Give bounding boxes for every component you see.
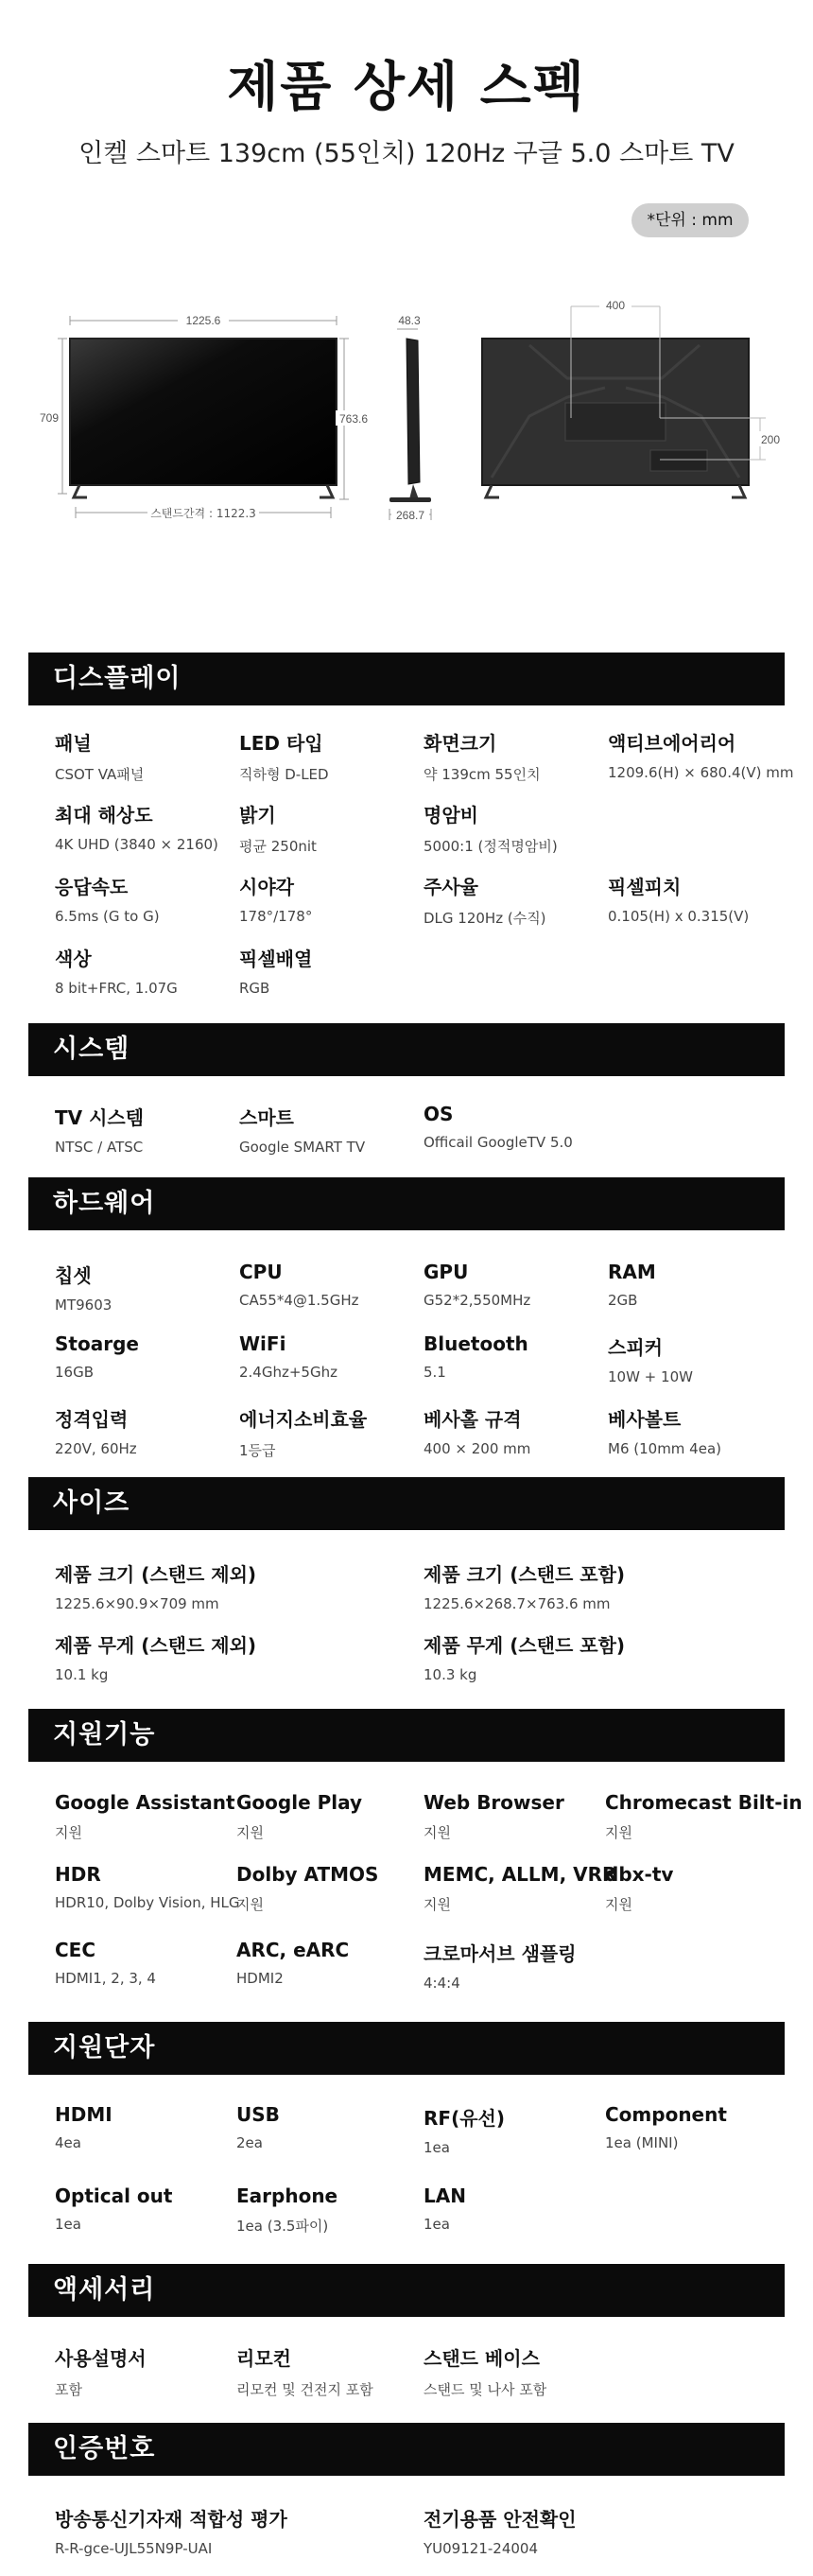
section-size-header [28,1477,785,1530]
spec-item [424,1939,577,1992]
spec-item [55,1863,240,1911]
spec-value: 10.1 kg [55,1666,109,1683]
section-title: 지원단자 [53,2033,156,2063]
spec-label: OS [424,1103,454,1125]
spec-item [239,728,329,784]
spec-label: 사용설명서 [55,2347,147,2370]
stand-gap-label: 스탠드간격 : 1122.3 [150,507,256,520]
spec-item [236,1863,378,1914]
spec-label: 방송통신기자재 적합성 평가 [55,2508,287,2531]
section-title: 인증번호 [53,2434,156,2463]
spec-value: 4:4:4 [424,1975,460,1992]
spec-item [55,1332,139,1381]
spec-value: HDMI1, 2, 3, 4 [55,1970,156,1987]
spec-value: 1ea (3.5파이) [236,2218,329,2235]
spec-item [55,2343,147,2399]
spec-item [424,2343,546,2399]
section-features-header [28,1709,785,1762]
spec-item [424,728,541,784]
spec-label: Chromecast Bilt-in [605,1791,803,1814]
spec-item [236,2343,373,2399]
spec-label: 색상 [55,948,92,970]
spec-label: 밝기 [239,804,276,827]
spec-value: 약 139cm 55인치 [424,766,541,783]
spec-item [424,1630,625,1683]
spec-value: CA55*4@1.5GHz [239,1292,359,1309]
spec-label: Google Play [236,1791,363,1814]
spec-label: 응답속도 [55,876,129,898]
spec-item [239,944,312,997]
spec-value: R-R-gce-UJL55N9P-UAI [55,2540,213,2557]
front-height-left-label: 709 [39,411,60,425]
spec-item [605,1791,803,1842]
spec-value: MT9603 [55,1297,112,1314]
spec-label: Earphone [236,2184,338,2207]
spec-label: CPU [239,1261,283,1283]
spec-value: HDR10, Dolby Vision, HLG [55,1894,240,1911]
spec-item [55,728,144,784]
spec-item [55,800,218,853]
spec-item [239,1103,365,1156]
spec-value: 1225.6×90.9×709 mm [55,1595,219,1612]
spec-item [55,872,160,925]
spec-item [424,1103,573,1151]
spec-item [239,800,317,856]
spec-label: 에너지소비효율 [239,1408,368,1431]
spec-label: 주사율 [424,876,478,898]
section-ports-header [28,2022,785,2075]
spec-label: CEC [55,1939,96,1961]
spec-label: 정격입력 [55,1408,129,1431]
spec-label: HDR [55,1863,101,1886]
spec-value: 포함 [55,2381,82,2398]
spec-value: 10W + 10W [608,1368,693,1385]
spec-item [608,1404,721,1457]
spec-item [605,2103,727,2151]
spec-value: Google SMART TV [239,1139,366,1156]
spec-item [424,1559,625,1612]
spec-value: HDMI2 [236,1970,284,1987]
section-accessories-header [28,2264,785,2317]
spec-item [424,800,558,856]
spec-item [424,872,546,928]
spec-label: LED 타입 [239,732,323,755]
spec-item [424,1332,528,1381]
spec-value: 220V, 60Hz [55,1440,137,1457]
spec-item [55,2184,172,2233]
spec-item [55,1404,137,1457]
spec-value: 지원 [424,1824,451,1841]
spec-label: ARC, eARC [236,1939,350,1961]
spec-value: 1ea (MINI) [605,2134,679,2151]
spec-label: 베사볼트 [608,1408,682,1431]
spec-item [424,2103,505,2156]
spec-label: RAM [608,1261,656,1283]
spec-label: 제품 크기 (스탠드 제외) [55,1563,257,1586]
spec-label: USB [236,2103,280,2126]
spec-value: 지원 [605,1824,632,1841]
spec-item [55,1559,256,1612]
spec-value: 지원 [55,1824,82,1841]
spec-label: 스피커 [608,1336,663,1359]
spec-item [239,1404,367,1460]
spec-item [424,1791,564,1842]
spec-label: 스마트 [239,1106,294,1129]
spec-value: 6.5ms (G to G) [55,908,160,925]
spec-value: NTSC / ATSC [55,1139,144,1156]
spec-value: 1ea [424,2216,450,2233]
spec-item [424,2504,577,2557]
spec-value: 1225.6×268.7×763.6 mm [424,1595,611,1612]
section-title: 시스템 [53,1035,130,1064]
spec-value: 2ea [236,2134,263,2151]
section-display-header [28,653,785,705]
spec-item [239,1332,337,1381]
spec-value: 1209.6(H) × 680.4(V) mm [608,764,794,781]
section-title: 하드웨어 [53,1189,156,1218]
side-depth-top-label: 48.3 [398,314,421,327]
spec-label: 칩셋 [55,1264,92,1287]
page-title: 제품 상세 스펙 [227,57,586,118]
front-width-label: 1225.6 [185,314,221,327]
spec-item [239,872,312,925]
spec-item [55,1791,235,1842]
spec-label: 전기용품 안전확인 [424,2508,577,2531]
spec-value: 400 × 200 mm [424,1440,531,1457]
spec-value: YU09121-24004 [424,2540,538,2557]
spec-item [424,1863,616,1914]
spec-value: 스탠드 및 나사 포함 [424,2381,547,2398]
spec-value: 5.1 [424,1364,446,1381]
spec-label: HDMI [55,2103,112,2126]
spec-item [55,1630,256,1683]
spec-item [424,1404,530,1457]
section-hardware-header [28,1177,785,1230]
unit-badge: *단위 : mm [631,203,749,237]
spec-value: 지원 [605,1896,632,1913]
spec-item [608,1261,656,1309]
spec-item [236,1939,349,1987]
section-certification-header [28,2423,785,2476]
spec-item [424,1261,530,1309]
back-view [482,297,787,497]
front-view [36,312,372,520]
spec-label: 명암비 [424,804,478,827]
spec-label: MEMC, ALLM, VRR [424,1863,617,1886]
spec-item [55,1939,156,1987]
spec-item [608,728,793,781]
spec-item [608,1332,693,1385]
spec-label: LAN [424,2184,466,2207]
side-view [389,314,431,522]
spec-label: 제품 무게 (스탠드 포함) [424,1634,626,1657]
spec-label: TV 시스템 [55,1106,145,1129]
spec-value: 지원 [236,1824,264,1841]
spec-label: 패널 [55,732,92,755]
spec-label: 베사홀 규격 [424,1408,522,1431]
spec-item [55,2103,112,2151]
section-title: 액세서리 [53,2275,156,2305]
spec-label: Bluetooth [424,1332,528,1355]
spec-value: 리모컨 및 건전지 포함 [236,2381,373,2398]
spec-value: 직하형 D-LED [239,766,329,783]
spec-label: 픽셀피치 [608,876,682,898]
spec-label: RF(유선) [424,2107,505,2130]
spec-label: 제품 무게 (스탠드 제외) [55,1634,257,1657]
section-title: 사이즈 [53,1488,130,1518]
spec-label: Web Browser [424,1791,564,1814]
spec-value: 8 bit+FRC, 1.07G [55,980,178,997]
spec-label: 액티브에어리어 [608,732,736,755]
section-system-header [28,1023,785,1076]
spec-value: 2.4Ghz+5Ghz [239,1364,337,1381]
spec-label: Optical out [55,2184,173,2207]
tv-dimension-diagram [0,274,813,558]
page-subtitle: 인켈 스마트 139cm (55인치) 120Hz 구글 5.0 스마트 TV [78,139,735,168]
spec-value: 0.105(H) x 0.315(V) [608,908,750,925]
vesa-v-label: 200 [760,433,781,446]
spec-label: 크로마서브 샘플링 [424,1942,577,1965]
spec-item [55,944,178,997]
spec-value: 1ea [424,2139,450,2156]
spec-item [236,2103,280,2151]
spec-value: M6 (10mm 4ea) [608,1440,721,1457]
spec-label: 최대 해상도 [55,804,153,827]
spec-value: G52*2,550MHz [424,1292,531,1309]
spec-value: 4ea [55,2134,81,2151]
section-title: 디스플레이 [53,664,182,693]
spec-value: 4K UHD (3840 × 2160) [55,836,218,853]
spec-value: CSOT VA패널 [55,766,145,783]
spec-value: 5000:1 (정적명암비) [424,838,558,855]
spec-label: Component [605,2103,727,2126]
spec-value: 1등급 [239,1442,276,1459]
spec-item [55,2504,287,2557]
spec-label: WiFi [239,1332,286,1355]
spec-item [424,2184,466,2233]
spec-value: 178°/178° [239,908,313,925]
spec-value: DLG 120Hz (수직) [424,910,546,927]
spec-label: 리모컨 [236,2347,291,2370]
section-title: 지원기능 [53,1720,156,1749]
spec-label: Stoarge [55,1332,139,1355]
spec-value: 1ea [55,2216,81,2233]
vesa-h-label: 400 [605,299,626,312]
spec-value: 지원 [424,1896,451,1913]
spec-item [55,1103,144,1156]
spec-value: Officail GoogleTV 5.0 [424,1134,573,1151]
spec-value: 지원 [236,1896,264,1913]
side-depth-bottom-label: 268.7 [395,509,425,522]
spec-value: RGB [239,980,270,997]
spec-item [239,1261,359,1309]
spec-label: 시야각 [239,876,294,898]
front-height-right-label: 763.6 [338,412,369,426]
spec-label: 픽셀배열 [239,948,313,970]
spec-item [605,1863,673,1914]
spec-label: Dolby ATMOS [236,1863,379,1886]
spec-label: dbx-tv [605,1863,674,1886]
spec-label: Google Assistant [55,1791,235,1814]
spec-value: 16GB [55,1364,95,1381]
spec-label: GPU [424,1261,469,1283]
spec-label: 제품 크기 (스탠드 포함) [424,1563,626,1586]
spec-item [55,1261,112,1314]
spec-label: 화면크기 [424,732,497,755]
spec-item [236,2184,337,2236]
spec-item [236,1791,362,1842]
spec-item [608,872,749,925]
spec-value: 평균 250nit [239,838,317,855]
spec-label: 스탠드 베이스 [424,2347,540,2370]
spec-value: 10.3 kg [424,1666,477,1683]
spec-value: 2GB [608,1292,638,1309]
